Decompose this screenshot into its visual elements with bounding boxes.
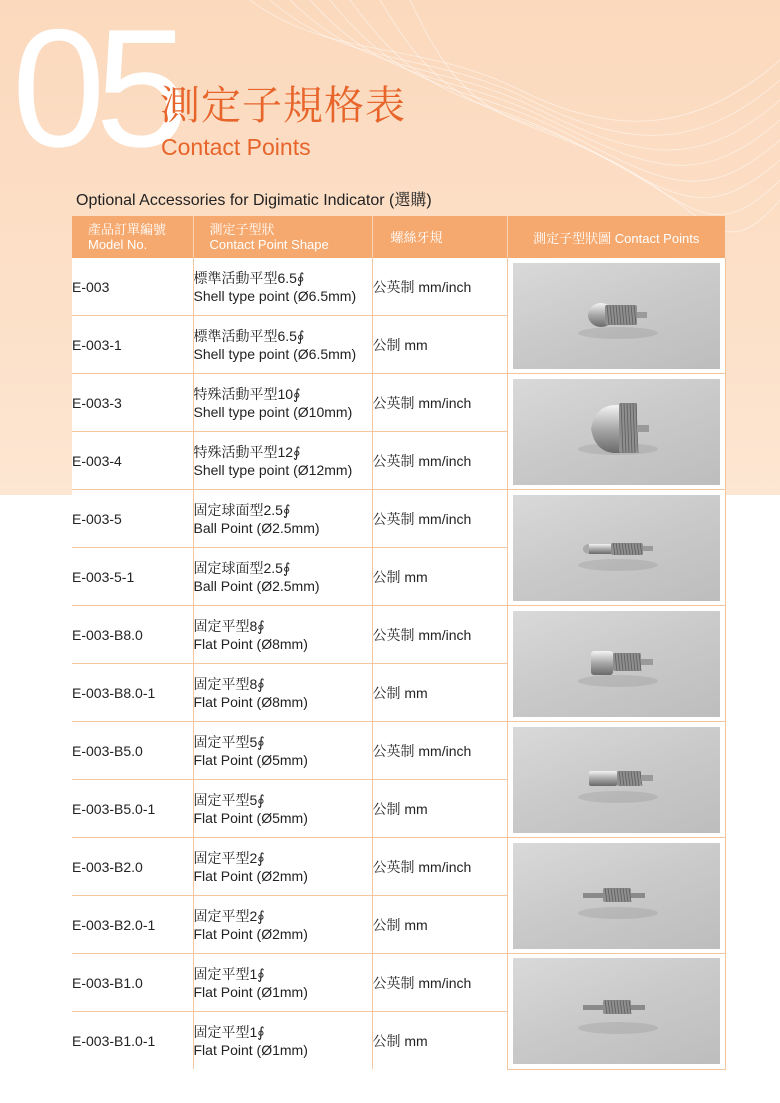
shape-zh: 固定平型1∮ — [193, 965, 265, 982]
shape-zh: 標準活動平型6.5∮ — [193, 327, 305, 344]
contact-point-illustration — [513, 958, 720, 1064]
shape-en: Flat Point (Ø1mm) — [193, 1041, 308, 1058]
shape-zh: 特殊活動平型12∮ — [193, 443, 301, 460]
contact-point-photo — [507, 954, 725, 1070]
thread-spec: 公英制 mm/inch — [372, 258, 507, 316]
thread-spec: 公英制 mm/inch — [372, 374, 507, 432]
shape-en: Flat Point (Ø2mm) — [193, 867, 308, 884]
contact-shape — [193, 316, 372, 374]
shape-en: Shell type point (Ø12mm) — [193, 461, 353, 478]
contact-shape — [193, 896, 372, 954]
contact-shape — [193, 838, 372, 896]
contact-points-table — [72, 216, 726, 1070]
model-number: E-003-B1.0-1 — [72, 1012, 193, 1070]
contact-point-photo — [507, 490, 725, 606]
shape-en: Shell type point (Ø10mm) — [193, 403, 353, 420]
model-number: E-003-B5.0 — [72, 722, 193, 780]
shape-en: Flat Point (Ø8mm) — [193, 693, 308, 710]
table-caption: Optional Accessories for Digimatic Indicator (選購) — [76, 192, 432, 209]
page-title-english: Contact Points — [161, 134, 311, 160]
contact-point-illustration — [513, 495, 720, 601]
contact-shape — [193, 548, 372, 606]
model-number: E-003-B5.0-1 — [72, 780, 193, 838]
model-number: E-003-4 — [72, 432, 193, 490]
thread-spec: 公英制 mm/inch — [372, 606, 507, 664]
header-thread: 螺絲牙規 — [372, 216, 507, 258]
contact-point-photo — [507, 374, 725, 490]
shape-en: Flat Point (Ø5mm) — [193, 809, 308, 826]
shape-en: Shell type point (Ø6.5mm) — [193, 287, 357, 304]
model-number: E-003-B2.0-1 — [72, 896, 193, 954]
model-number: E-003-B2.0 — [72, 838, 193, 896]
shape-zh: 固定平型8∮ — [193, 617, 265, 634]
model-number: E-003-B8.0 — [72, 606, 193, 664]
table-header-row — [72, 216, 725, 258]
contact-shape — [193, 432, 372, 490]
shape-en: Flat Point (Ø8mm) — [193, 635, 308, 652]
header-model-zh: 產品訂單編號 — [88, 222, 167, 237]
table-row — [72, 954, 725, 1012]
photo-frame — [513, 263, 720, 369]
contact-shape — [193, 490, 372, 548]
header-shape-zh: 測定子型狀 — [209, 222, 275, 237]
table-row — [72, 490, 725, 548]
thread-spec: 公英制 mm/inch — [372, 954, 507, 1012]
contact-point-illustration — [513, 263, 720, 369]
contact-shape — [193, 1012, 372, 1070]
model-number: E-003-5 — [72, 490, 193, 548]
thread-spec: 公英制 mm/inch — [372, 490, 507, 548]
header-model — [72, 216, 193, 258]
thread-spec: 公英制 mm/inch — [372, 432, 507, 490]
contact-point-photo — [507, 606, 725, 722]
shape-zh: 固定球面型2.5∮ — [193, 559, 291, 576]
header-shape — [193, 216, 372, 258]
contact-point-photo — [507, 258, 725, 374]
contact-point-illustration — [513, 379, 720, 485]
photo-frame — [513, 843, 720, 949]
thread-spec: 公英制 mm/inch — [372, 838, 507, 896]
contact-shape — [193, 258, 372, 316]
thread-spec: 公制 mm — [372, 896, 507, 954]
shape-zh: 固定平型1∮ — [193, 1023, 265, 1040]
model-number: E-003-B1.0 — [72, 954, 193, 1012]
thread-spec: 公制 mm — [372, 316, 507, 374]
model-number: E-003-3 — [72, 374, 193, 432]
contact-point-photo — [507, 838, 725, 954]
model-number: E-003-1 — [72, 316, 193, 374]
contact-shape — [193, 664, 372, 722]
shape-en: Flat Point (Ø1mm) — [193, 983, 308, 1000]
contact-point-illustration — [513, 727, 720, 833]
page-title: 測定子規格表 — [160, 84, 406, 128]
header-shape-en: Contact Point Shape — [209, 237, 329, 252]
model-number: E-003-5-1 — [72, 548, 193, 606]
model-number: E-003-B8.0-1 — [72, 664, 193, 722]
thread-spec: 公制 mm — [372, 1012, 507, 1070]
thread-spec: 公英制 mm/inch — [372, 722, 507, 780]
contact-shape — [193, 722, 372, 780]
contact-shape — [193, 780, 372, 838]
contact-shape — [193, 954, 372, 1012]
section-number: 05 — [12, 0, 179, 182]
shape-zh: 固定平型5∮ — [193, 733, 265, 750]
shape-zh: 固定平型5∮ — [193, 791, 265, 808]
shape-zh: 特殊活動平型10∮ — [193, 385, 301, 402]
photo-frame — [513, 727, 720, 833]
photo-frame — [513, 611, 720, 717]
table-row — [72, 838, 725, 896]
table-row — [72, 258, 725, 316]
shape-en: Ball Point (Ø2.5mm) — [193, 577, 320, 594]
header-photo: 測定子型狀圖 Contact Points — [507, 216, 725, 258]
contact-point-photo — [507, 722, 725, 838]
table-row — [72, 606, 725, 664]
thread-spec: 公制 mm — [372, 548, 507, 606]
contact-shape — [193, 606, 372, 664]
shape-en: Ball Point (Ø2.5mm) — [193, 519, 320, 536]
thread-spec: 公制 mm — [372, 780, 507, 838]
contact-shape — [193, 374, 372, 432]
contact-point-illustration — [513, 843, 720, 949]
shape-zh: 固定球面型2.5∮ — [193, 501, 291, 518]
shape-en: Flat Point (Ø2mm) — [193, 925, 308, 942]
shape-zh: 固定平型2∮ — [193, 907, 265, 924]
photo-frame — [513, 379, 720, 485]
shape-en: Flat Point (Ø5mm) — [193, 751, 308, 768]
table-row — [72, 722, 725, 780]
shape-en: Shell type point (Ø6.5mm) — [193, 345, 357, 362]
photo-frame — [513, 958, 720, 1064]
header-model-en: Model No. — [88, 237, 148, 252]
photo-frame — [513, 495, 720, 601]
table-row — [72, 374, 725, 432]
contact-point-illustration — [513, 611, 720, 717]
shape-zh: 標準活動平型6.5∮ — [193, 269, 305, 286]
model-number: E-003 — [72, 258, 193, 316]
shape-zh: 固定平型8∮ — [193, 675, 265, 692]
shape-zh: 固定平型2∮ — [193, 849, 265, 866]
thread-spec: 公制 mm — [372, 664, 507, 722]
